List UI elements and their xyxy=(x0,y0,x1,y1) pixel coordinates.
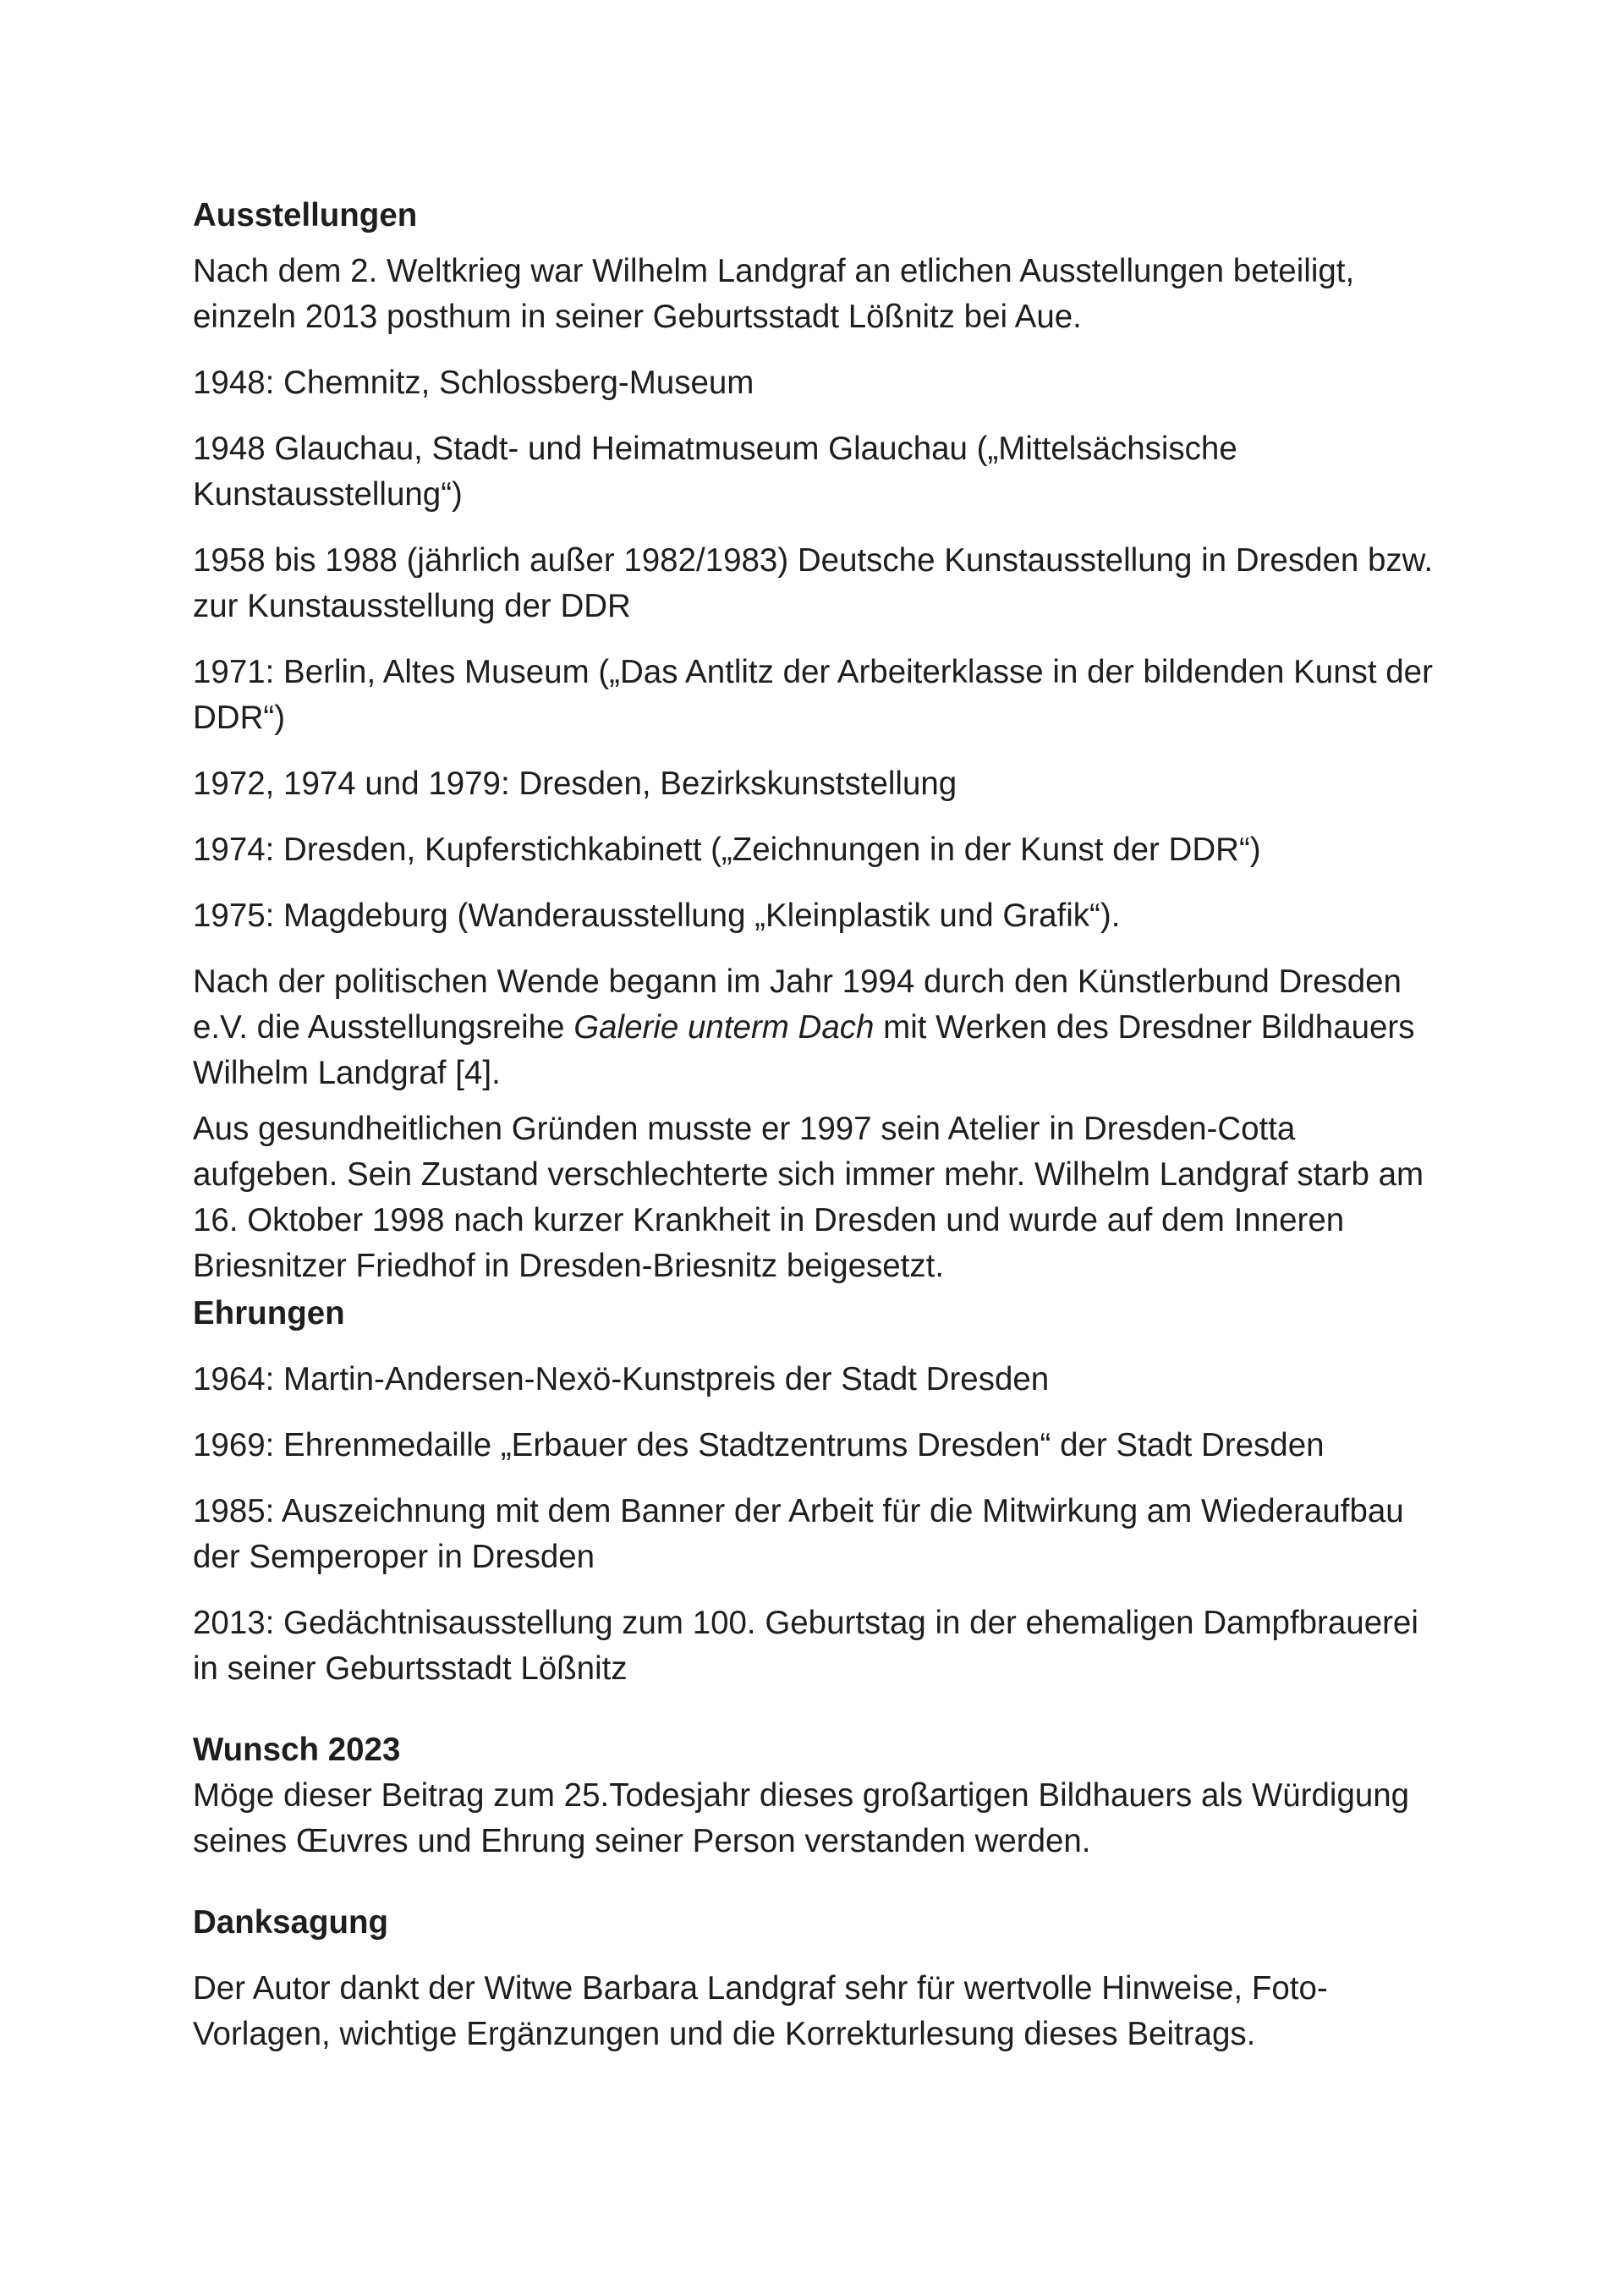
closing-paragraph: Aus gesundheitlichen Gründen musste er 1997 sein Atelier in Dresden-Cotta aufgeben. Sein Zustand verschlechterte sich immer mehr. Wilhelm Landgraf starb am 16. Oktober 1998 nach kurzer Krankheit in Dresden und wurde auf dem Inneren Briesnitzer Friedhof in Dresden-Briesnitz beigesetzt. xyxy=(193,1111,1424,1284)
exhibition-item: 1975: Magdeburg (Wanderausstellung „Kleinplastik und Grafik“). xyxy=(193,898,1121,934)
honor-item: 1985: Auszeichnung mit dem Banner der Arbeit für die Mitwirkung am Wiederaufbau der Semperoper in Dresden xyxy=(193,1493,1404,1575)
ausstellungen-intro: Nach dem 2. Weltkrieg war Wilhelm Landgraf an etlichen Ausstellungen beteiligt, einzeln 2013 posthum in seiner Geburtsstadt Lößnitz bei Aue. xyxy=(193,253,1355,335)
exhibition-item: 1948 Glauchau, Stadt- und Heimatmuseum Glauchau („Mittelsächsische Kunstausstellung“) xyxy=(193,431,1237,513)
section-heading-ausstellungen: Ausstellungen xyxy=(193,197,418,233)
honor-item: 1964: Martin-Andersen-Nexö-Kunstpreis der Stadt Dresden xyxy=(193,1361,1050,1397)
exhibition-item: 1972, 1974 und 1979: Dresden, Bezirkskunststellung xyxy=(193,766,957,802)
exhibition-item: 1958 bis 1988 (jährlich außer 1982/1983) Deutsche Kunstausstellung in Dresden bzw. zur Kunstausstellung der DDR xyxy=(193,542,1434,624)
wunsch-text: Möge dieser Beitrag zum 25.Todesjahr dieses großartigen Bildhauers als Würdigung seines Œuvres und Ehrung seiner Person verstanden werden. xyxy=(193,1777,1410,1859)
wende-text-after: mit Werken des Dresdner Bildhauers Wilhelm Landgraf [4]. xyxy=(193,1009,1415,1091)
wende-paragraph xyxy=(193,959,1445,1096)
exhibition-item: 1974: Dresden, Kupferstichkabinett („Zeichnungen in der Kunst der DDR“) xyxy=(193,832,1261,868)
document-page xyxy=(193,193,1445,2057)
danksagung-text: Der Autor dankt der Witwe Barbara Landgraf sehr für wertvolle Hinweise, Foto-Vorlagen, wichtige Ergänzungen und die Korrekturlesung dieses Beitrags. xyxy=(193,1970,1328,2052)
honor-item: 2013: Gedächtnisausstellung zum 100. Geburtstag in der ehemaligen Dampfbrauerei in seiner Geburtsstadt Lößnitz xyxy=(193,1605,1418,1687)
wende-text-before: Nach der politischen Wende begann im Jahr 1994 durch den Künstlerbund Dresden e.V. die Ausstellungsreihe xyxy=(193,964,1402,1046)
section-heading-ehrungen: Ehrungen xyxy=(193,1295,345,1331)
section-heading-danksagung: Danksagung xyxy=(193,1904,389,1941)
exhibition-item: 1971: Berlin, Altes Museum („Das Antlitz der Arbeiterklasse in der bildenden Kunst der DDR“) xyxy=(193,654,1433,736)
section-heading-wunsch: Wunsch 2023 xyxy=(193,1732,401,1768)
exhibition-item: 1948: Chemnitz, Schlossberg-Museum xyxy=(193,365,754,401)
wende-series-title: Galerie unterm Dach xyxy=(573,1009,875,1046)
honor-item: 1969: Ehrenmedaille „Erbauer des Stadtzentrums Dresden“ der Stadt Dresden xyxy=(193,1427,1325,1463)
